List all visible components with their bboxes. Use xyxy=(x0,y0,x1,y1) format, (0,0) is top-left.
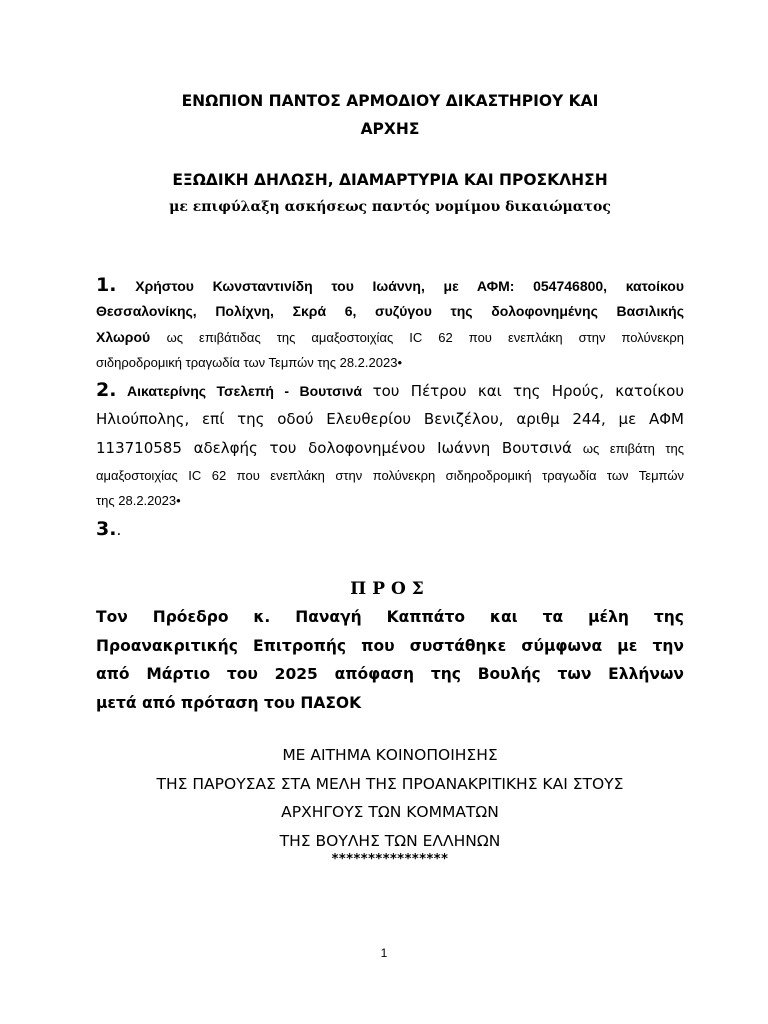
party-2-number: 2. xyxy=(96,379,117,401)
party-2-role: ως επιβάτη της xyxy=(582,441,685,456)
party-1-role: ως επιβάτιδας της αμαξοστοιχίας IC 62 που ενεπλάκη στην πολύνεκρη xyxy=(166,330,685,345)
party-3 xyxy=(96,518,684,540)
party-1-surname: Χλωρού xyxy=(96,329,151,345)
party-2-line-3 xyxy=(96,434,684,463)
page-number: 1 xyxy=(380,946,388,960)
party-1-line-3 xyxy=(96,324,684,350)
party-2-parents: του Πέτρου και της Ηρούς, κατοίκου xyxy=(372,382,684,400)
notice-line-4: ΤΗΣ ΒΟΥΛΗΣ ΤΩΝ ΕΛΛΗΝΩΝ xyxy=(279,831,501,850)
party-1-event: σιδηροδρομική τραγωδία των Τεμπών της 28.2.2023 xyxy=(96,355,398,370)
party-3-number: 3. xyxy=(96,518,117,540)
party-1-bullet: • xyxy=(397,355,402,370)
party-2 xyxy=(96,376,684,513)
pros-line-4: μετά από πρόταση του ΠΑΣΟΚ xyxy=(96,693,362,712)
party-2-line-5 xyxy=(96,488,684,513)
notice-line-2: ΤΗΣ ΠΑΡΟΥΣΑΣ ΣΤΑ ΜΕΛΗ ΤΗΣ ΠΡΟΑΝΑΚΡΙΤΙΚΗΣ ΚΑΙ ΣΤΟΥΣ xyxy=(156,774,624,793)
party-2-name: Αικατερίνης Τσελεπή - Βουτσινά xyxy=(127,383,363,399)
pros-heading: ΠΡΟΣ xyxy=(350,579,430,599)
party-2-line-4: αμαξοστοιχίας IC 62 που ενεπλάκη στην πολύνεκρη σιδηροδρομική τραγωδία των Τεμπών xyxy=(96,468,684,483)
notification-request xyxy=(96,741,684,855)
party-1-line-1 xyxy=(96,272,684,298)
pros-line-3: από Μάρτιο του 2025 απόφαση της Βουλής των Ελλήνων xyxy=(96,665,684,683)
pros-recipients xyxy=(96,603,684,717)
party-1-line-4 xyxy=(96,350,684,376)
party-2-date: της 28.2.2023 xyxy=(96,493,177,508)
title-line-1: ΕΝΩΠΙΟΝ ΠΑΝΤΟΣ ΑΡΜΟΔΙΟΥ ΔΙΚΑΣΤΗΡΙΟΥ ΚΑΙ xyxy=(181,92,599,110)
notice-line-1: ΜΕ ΑΙΤΗΜΑ ΚΟΙΝΟΠΟΙΗΣΗΣ xyxy=(282,746,498,764)
separator-stars: **************** xyxy=(331,852,449,867)
document-title xyxy=(96,87,684,143)
party-3-text: . xyxy=(116,521,122,539)
document-subtitle: με επιφύλαξη ασκήσεως παντός νομίμου δικαιώματος xyxy=(169,199,611,215)
pros-line-1: Τον Πρόεδρο κ. Παναγή Καππάτο και τα μέλη της xyxy=(96,608,684,626)
notice-line-3: ΑΡΧΗΓΟΥΣ ΤΩΝ ΚΟΜΜΑΤΩΝ xyxy=(281,803,499,821)
party-1-name: Χρήστου Κωνσταντινίδη του Ιωάννη, με ΑΦΜ: 054746800, κατοίκου xyxy=(135,278,685,294)
pros-line-2: Προανακριτικής Επιτροπής που συστάθηκε σύμφωνα με την xyxy=(96,636,684,655)
title-line-2: ΑΡΧΗΣ xyxy=(360,120,420,138)
party-2-bullet: • xyxy=(176,493,181,508)
document-subject: ΕΞΩΔΙΚΗ ΔΗΛΩΣΗ, ΔΙΑΜΑΡΤΥΡΙΑ ΚΑΙ ΠΡΟΣΚΛΗΣΗ xyxy=(172,171,608,189)
party-1-line-2: Θεσσαλονίκης, Πολίχνη, Σκρά 6, συζύγου της δολοφονημένης Βασιλικής xyxy=(96,303,684,319)
party-2-line-1 xyxy=(96,376,684,405)
party-2-afm: 113710585 αδελφής του δολοφονημένου Ιωάννη Βουτσινά xyxy=(96,439,572,457)
party-2-line-2: Ηλιούπολης, επί της οδού Ελευθερίου Βενιζέλου, αριθμ 244, με ΑΦΜ xyxy=(96,410,684,428)
party-1 xyxy=(96,272,684,376)
party-1-number: 1. xyxy=(96,274,117,296)
